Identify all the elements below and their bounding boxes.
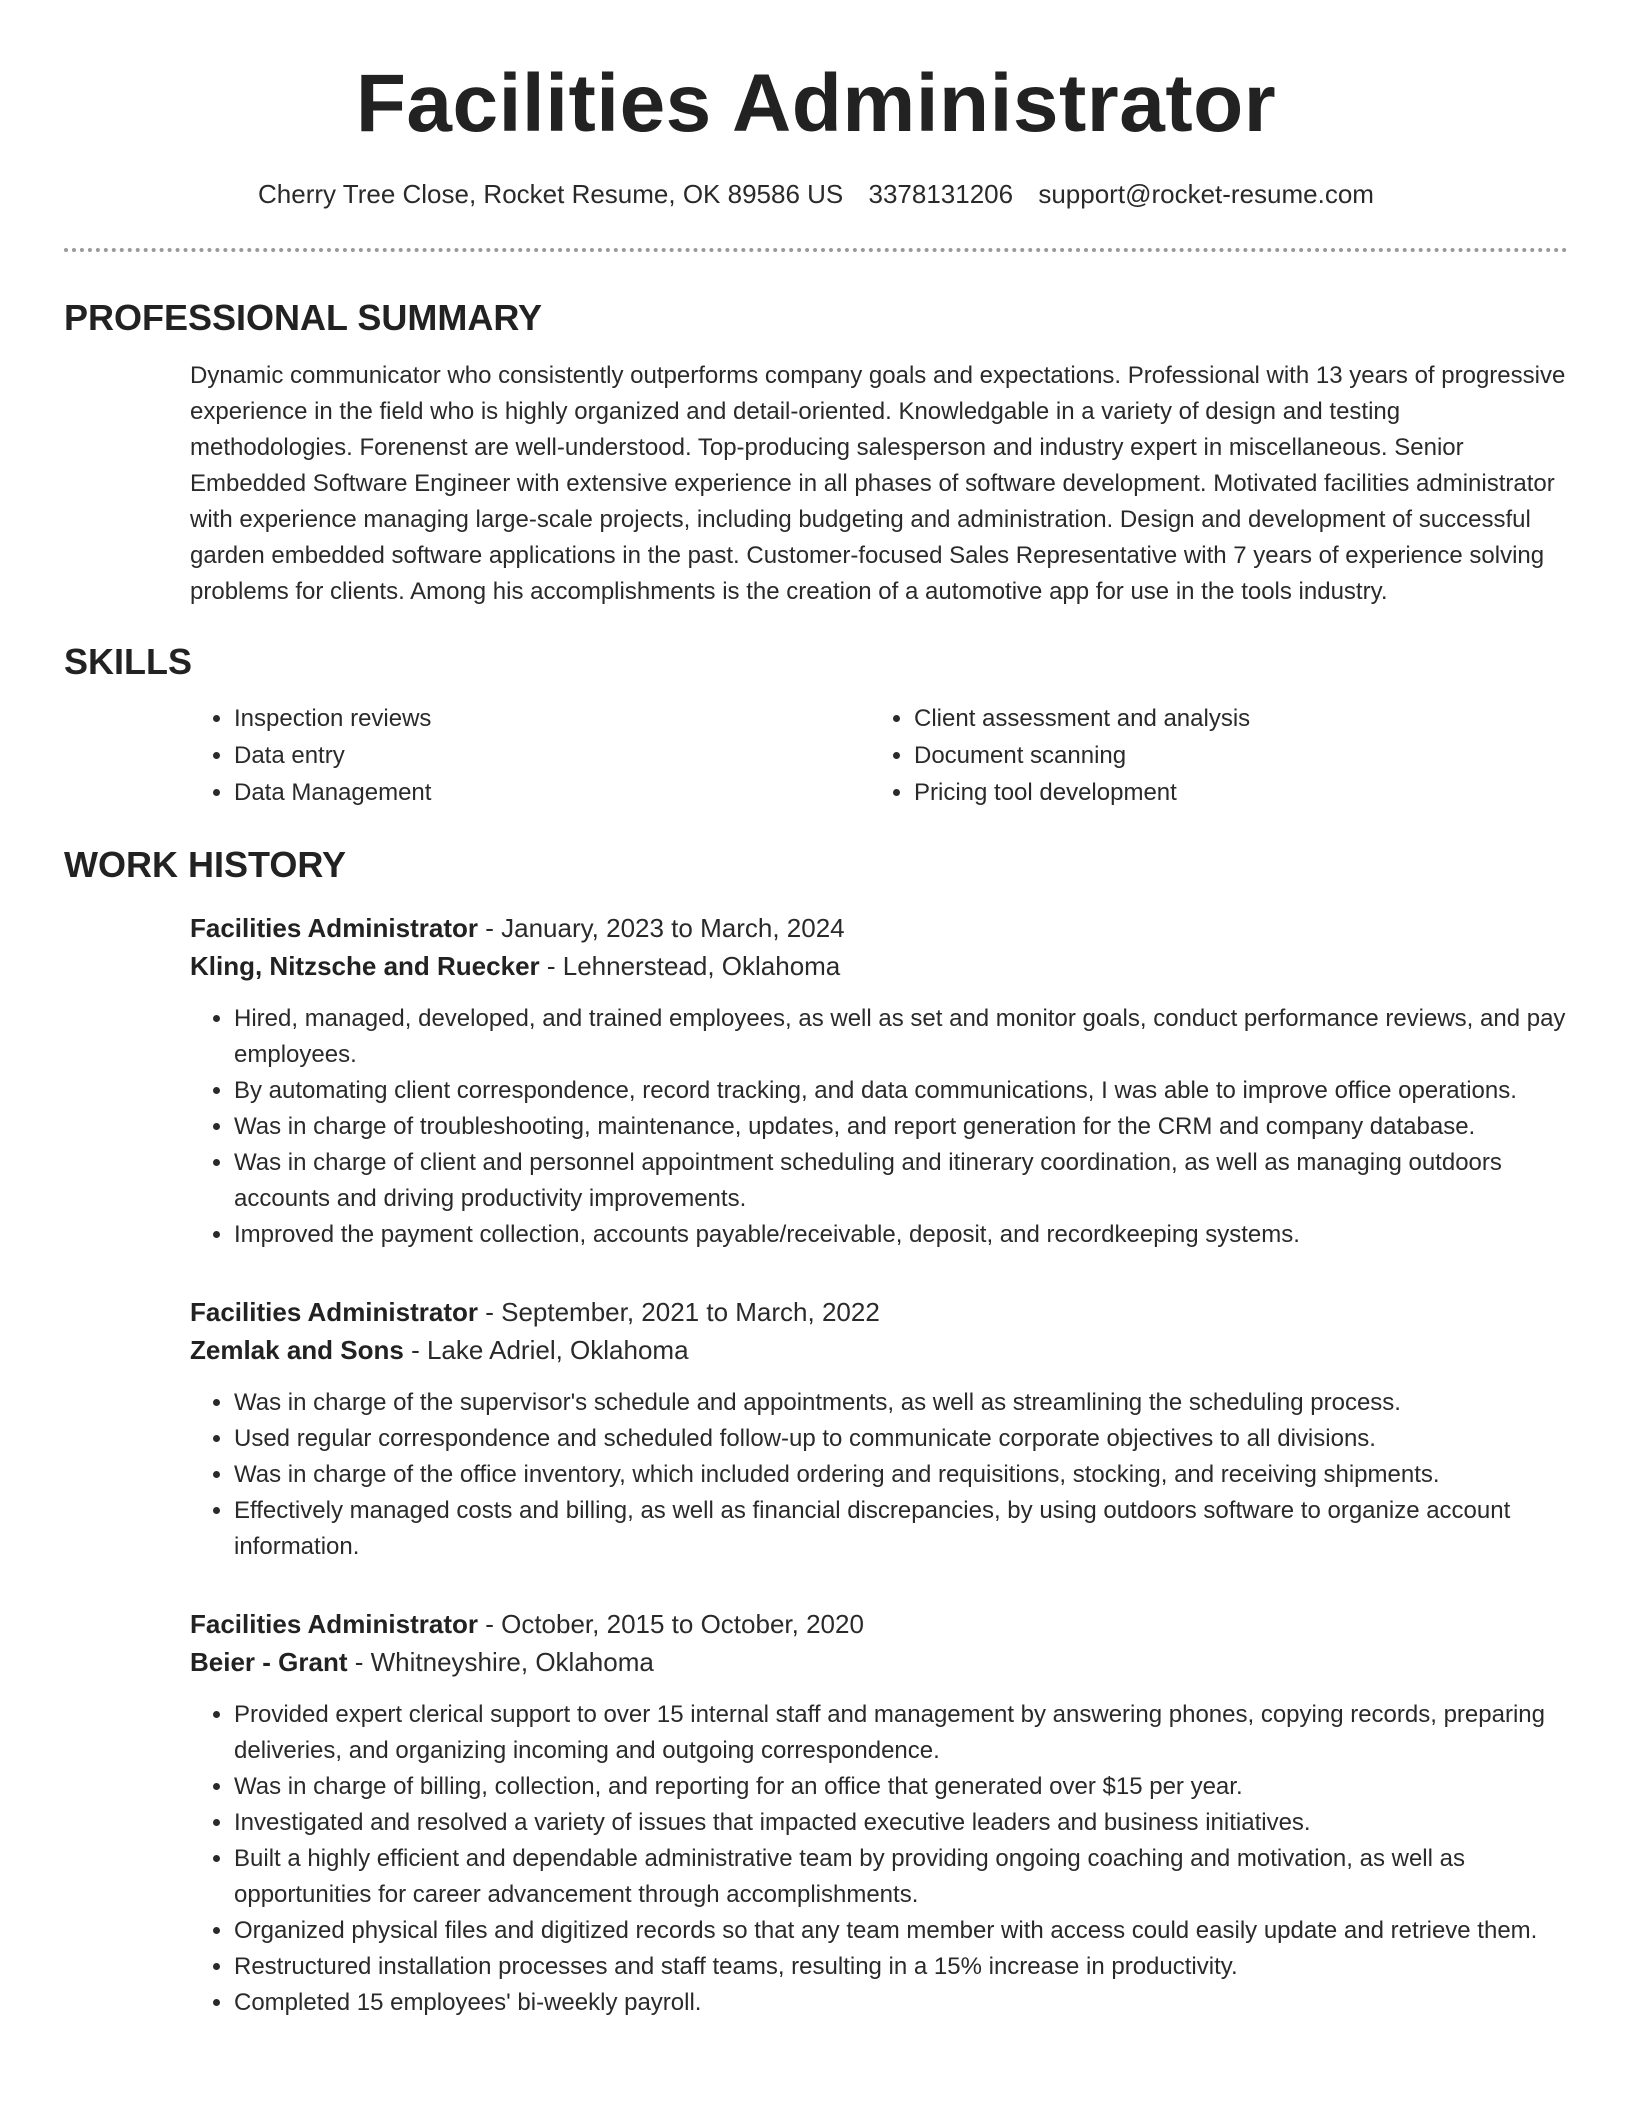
contact-phone: 3378131206 xyxy=(868,179,1014,209)
job-location: - Whitneyshire, Oklahoma xyxy=(347,1647,654,1677)
skill-item: • Client assessment and analysis xyxy=(914,700,1250,737)
job-entry xyxy=(190,909,1568,1253)
job-title-line xyxy=(190,909,1568,947)
job-title: Facilities Administrator xyxy=(190,913,478,943)
section-title-work-history: WORK HISTORY xyxy=(64,844,347,885)
header-divider xyxy=(64,248,1568,252)
job-bullet: • Hired, managed, developed, and trained employees, as well as set and monitor goals, conduct performance reviews, and pay employees. xyxy=(234,1001,1568,1073)
resume-name-heading: Facilities Administrator xyxy=(355,58,1277,149)
job-bullet: • Effectively managed costs and billing, as well as financial discrepancies, by using outdoors software to organize account information. xyxy=(234,1493,1568,1565)
skills-column-right xyxy=(870,700,1250,811)
job-bullet: • Was in charge of the supervisor's schedule and appointments, as well as streamlining the scheduling process. xyxy=(234,1385,1568,1421)
job-dates: - September, 2021 to March, 2022 xyxy=(478,1297,880,1327)
skill-item: • Data Management xyxy=(234,774,870,811)
job-company: Zemlak and Sons xyxy=(190,1335,404,1365)
job-title-line xyxy=(190,1605,1568,1643)
job-location: - Lake Adriel, Oklahoma xyxy=(403,1335,689,1365)
job-entry xyxy=(190,1293,1568,1565)
job-bullet-list xyxy=(190,1001,1568,1253)
contact-line xyxy=(64,178,1568,210)
skills-column-left xyxy=(190,700,870,811)
job-dates: - October, 2015 to October, 2020 xyxy=(478,1609,864,1639)
job-bullet: • Restructured installation processes and staff teams, resulting in a 15% increase in productivity. xyxy=(234,1949,1568,1985)
job-bullet-list xyxy=(190,1697,1568,2021)
skills-list xyxy=(190,700,1568,811)
job-bullet: • Improved the payment collection, accounts payable/receivable, deposit, and recordkeeping systems. xyxy=(234,1217,1568,1253)
job-bullet: • Organized physical files and digitized records so that any team member with access could easily update and retrieve them. xyxy=(234,1913,1568,1949)
job-bullet: • Completed 15 employees' bi-weekly payroll. xyxy=(234,1985,1568,2021)
job-bullet: • Investigated and resolved a variety of issues that impacted executive leaders and business initiatives. xyxy=(234,1805,1568,1841)
job-bullet: • Was in charge of billing, collection, and reporting for an office that generated over $15 per year. xyxy=(234,1769,1568,1805)
job-company-line xyxy=(190,1331,1568,1369)
section-title-skills: SKILLS xyxy=(64,641,193,682)
job-title: Facilities Administrator xyxy=(190,1609,478,1639)
job-bullet: • Was in charge of the office inventory, which included ordering and requisitions, stocking, and receiving shipments. xyxy=(234,1457,1568,1493)
job-company-line xyxy=(190,947,1568,985)
job-bullet: • Provided expert clerical support to over 15 internal staff and management by answering phones, copying records, preparing deliveries, and organizing incoming and outgoing correspondence. xyxy=(234,1697,1568,1769)
job-bullet: • Used regular correspondence and scheduled follow-up to communicate corporate objectives to all divisions. xyxy=(234,1421,1568,1457)
job-bullet: • Built a highly efficient and dependable administrative team by providing ongoing coaching and motivation, as well as opportunities for career advancement through accomplishments. xyxy=(234,1841,1568,1913)
job-entry xyxy=(190,1605,1568,2021)
job-bullet: • Was in charge of troubleshooting, maintenance, updates, and report generation for the CRM and company database. xyxy=(234,1109,1568,1145)
job-dates: - January, 2023 to March, 2024 xyxy=(478,913,845,943)
job-location: - Lehnerstead, Oklahoma xyxy=(539,951,841,981)
job-title-line xyxy=(190,1293,1568,1331)
skill-item: • Inspection reviews xyxy=(234,700,870,737)
job-title: Facilities Administrator xyxy=(190,1297,478,1327)
skill-item: • Pricing tool development xyxy=(914,774,1250,811)
skill-item: • Data entry xyxy=(234,737,870,774)
contact-address: Cherry Tree Close, Rocket Resume, OK 89586 US xyxy=(258,179,844,209)
job-bullet: • Was in charge of client and personnel appointment scheduling and itinerary coordination, as well as managing outdoors accounts and driving productivity improvements. xyxy=(234,1145,1568,1217)
section-title-summary: PROFESSIONAL SUMMARY xyxy=(64,297,543,338)
job-company: Beier - Grant xyxy=(190,1647,348,1677)
job-company: Kling, Nitzsche and Ruecker xyxy=(190,951,540,981)
job-bullet-list xyxy=(190,1385,1568,1565)
summary-text: Dynamic communicator who consistently outperforms company goals and expectations. Professional with 13 years of progressive experience in the field who is highly organized and detail-oriented. Knowledgable in a variety of design and testing methodologies. Forenenst are well-understood. Top-producing salesperson and industry expert in miscellaneous. Senior Embedded Software Engineer with extensive experience in all phases of software development. Motivated facilities administrator with experience managing large-scale projects, including budgeting and administration. Design and development of successful garden embedded software applications in the past. Customer-focused Sales Representative with 7 years of experience solving problems for clients. Among his accomplishments is the creation of a automotive app for use in the tools industry. xyxy=(190,362,1566,605)
job-bullet: • By automating client correspondence, record tracking, and data communications, I was able to improve office operations. xyxy=(234,1073,1568,1109)
skill-item: • Document scanning xyxy=(914,737,1250,774)
job-company-line xyxy=(190,1643,1568,1681)
contact-email: support@rocket-resume.com xyxy=(1038,179,1374,209)
